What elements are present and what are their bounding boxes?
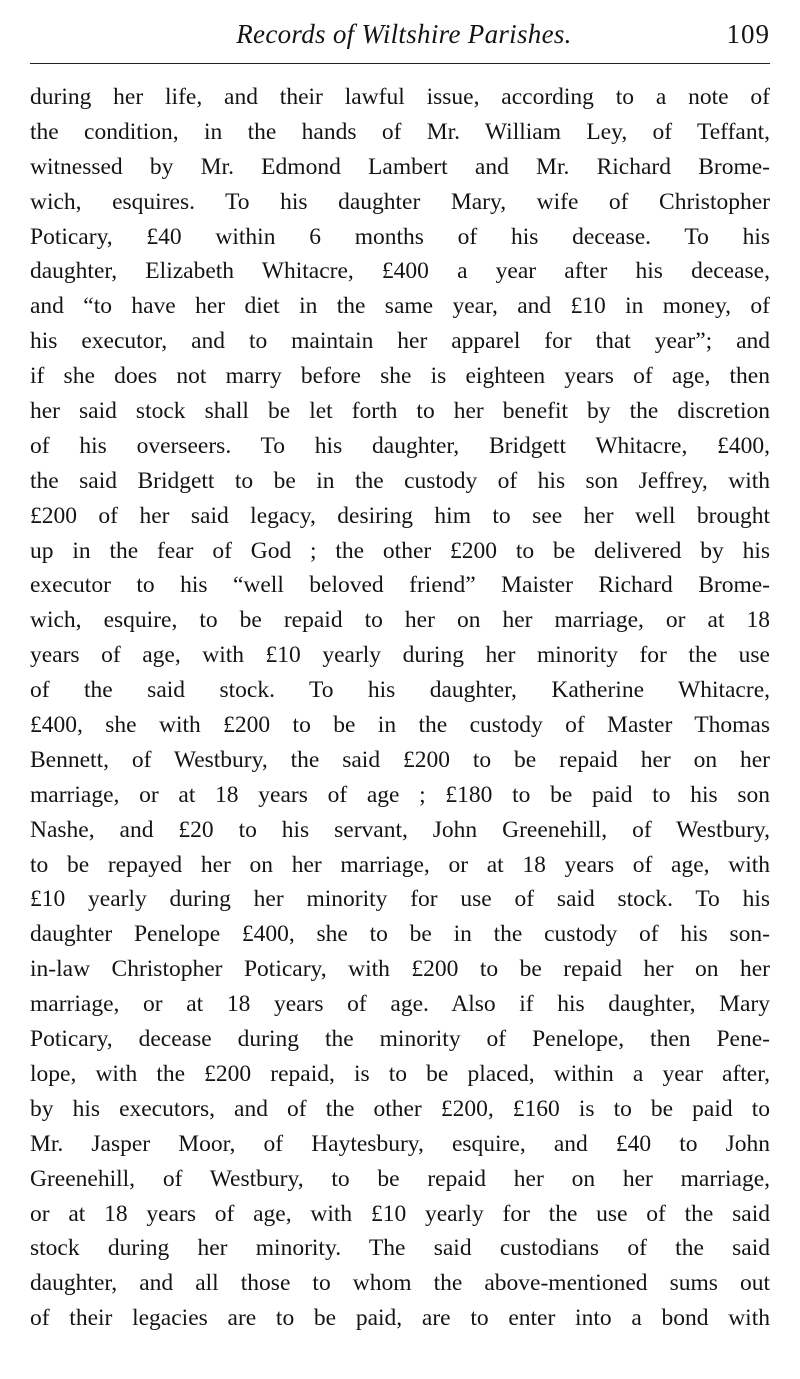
text-line: £10 yearly during her minority for use of said stock. To his bbox=[30, 886, 770, 913]
text-line: Bennett, of Westbury, the said £200 to be repaid her on her bbox=[30, 746, 770, 773]
text-line: £200 of her said legacy, desiring him to see her well brought bbox=[30, 502, 770, 529]
text-line: Mr. Jasper Moor, of Haytesbury, esquire, and £40 to John bbox=[30, 1130, 770, 1157]
running-title: Records of Wiltshire Parishes. bbox=[236, 19, 572, 49]
text-line: executor to his “well beloved friend” Maister Richard Brome- bbox=[30, 572, 770, 599]
text-line: witnessed by Mr. Edmond Lambert and Mr. Richard Brome- bbox=[30, 153, 770, 180]
text-line: wich, esquires. To his daughter Mary, wife of Christopher bbox=[30, 188, 770, 215]
text-line: to be repayed her on her marriage, or at 18 years of age, with bbox=[30, 851, 770, 878]
text-line: £400, she with £200 to be in the custody of Master Thomas bbox=[30, 712, 770, 739]
text-line: of his overseers. To his daughter, Bridgett Whitacre, £400, bbox=[30, 432, 770, 459]
text-line: during her life, and their lawful issue, according to a note of bbox=[30, 84, 770, 110]
text-line: if she does not marry before she is eighteen years of age, then bbox=[30, 363, 770, 390]
text-line: Greenehill, of Westbury, to be repaid her on her marriage, bbox=[30, 1165, 770, 1192]
text-line: marriage, or at 18 years of age ; £180 to be paid to his son bbox=[30, 781, 770, 808]
text-line: of their legacies are to be paid, are to enter into a bond with bbox=[30, 1305, 770, 1332]
body-paragraph bbox=[30, 80, 770, 1336]
text-line: daughter, and all those to whom the above-mentioned sums out bbox=[30, 1270, 770, 1297]
text-line: her said stock shall be let forth to her benefit by the discretion bbox=[30, 398, 770, 425]
text-line: Nashe, and £20 to his servant, John Greenehill, of Westbury, bbox=[30, 816, 770, 843]
text-line: of the said stock. To his daughter, Katherine Whitacre, bbox=[30, 677, 770, 704]
header-rule bbox=[30, 63, 770, 64]
text-line: or at 18 years of age, with £10 yearly for the use of the said bbox=[30, 1200, 770, 1227]
text-line: years of age, with £10 yearly during her minority for the use bbox=[30, 642, 770, 669]
text-line: daughter Penelope £400, she to be in the custody of his son- bbox=[30, 921, 770, 948]
text-line: Poticary, decease during the minority of Penelope, then Pene- bbox=[30, 1026, 770, 1053]
text-line: the condition, in the hands of Mr. William Ley, of Teffant, bbox=[30, 118, 770, 145]
text-line: wich, esquire, to be repaid to her on her marriage, or at 18 bbox=[30, 607, 770, 634]
text-line: lope, with the £200 repaid, is to be placed, within a year after, bbox=[30, 1060, 770, 1087]
text-line: and “to have her diet in the same year, and £10 in money, of bbox=[30, 293, 770, 320]
text-line: his executor, and to maintain her apparel for that year”; and bbox=[30, 328, 770, 355]
page-number: 109 bbox=[726, 19, 770, 49]
text-line: in-law Christopher Poticary, with £200 to be repaid her on her bbox=[30, 956, 770, 983]
text-line: by his executors, and of the other £200, £160 is to be paid to bbox=[30, 1095, 770, 1122]
text-line: Poticary, £40 within 6 months of his decease. To his bbox=[30, 223, 770, 250]
text-line: up in the fear of God ; the other £200 to be delivered by his bbox=[30, 537, 770, 564]
text-line: marriage, or at 18 years of age. Also if his daughter, Mary bbox=[30, 991, 770, 1018]
text-line: daughter, Elizabeth Whitacre, £400 a year after his decease, bbox=[30, 258, 770, 285]
text-line: stock during her minority. The said custodians of the said bbox=[30, 1235, 770, 1262]
text-line: the said Bridgett to be in the custody of his son Jeffrey, with bbox=[30, 467, 770, 494]
running-header bbox=[30, 14, 770, 58]
